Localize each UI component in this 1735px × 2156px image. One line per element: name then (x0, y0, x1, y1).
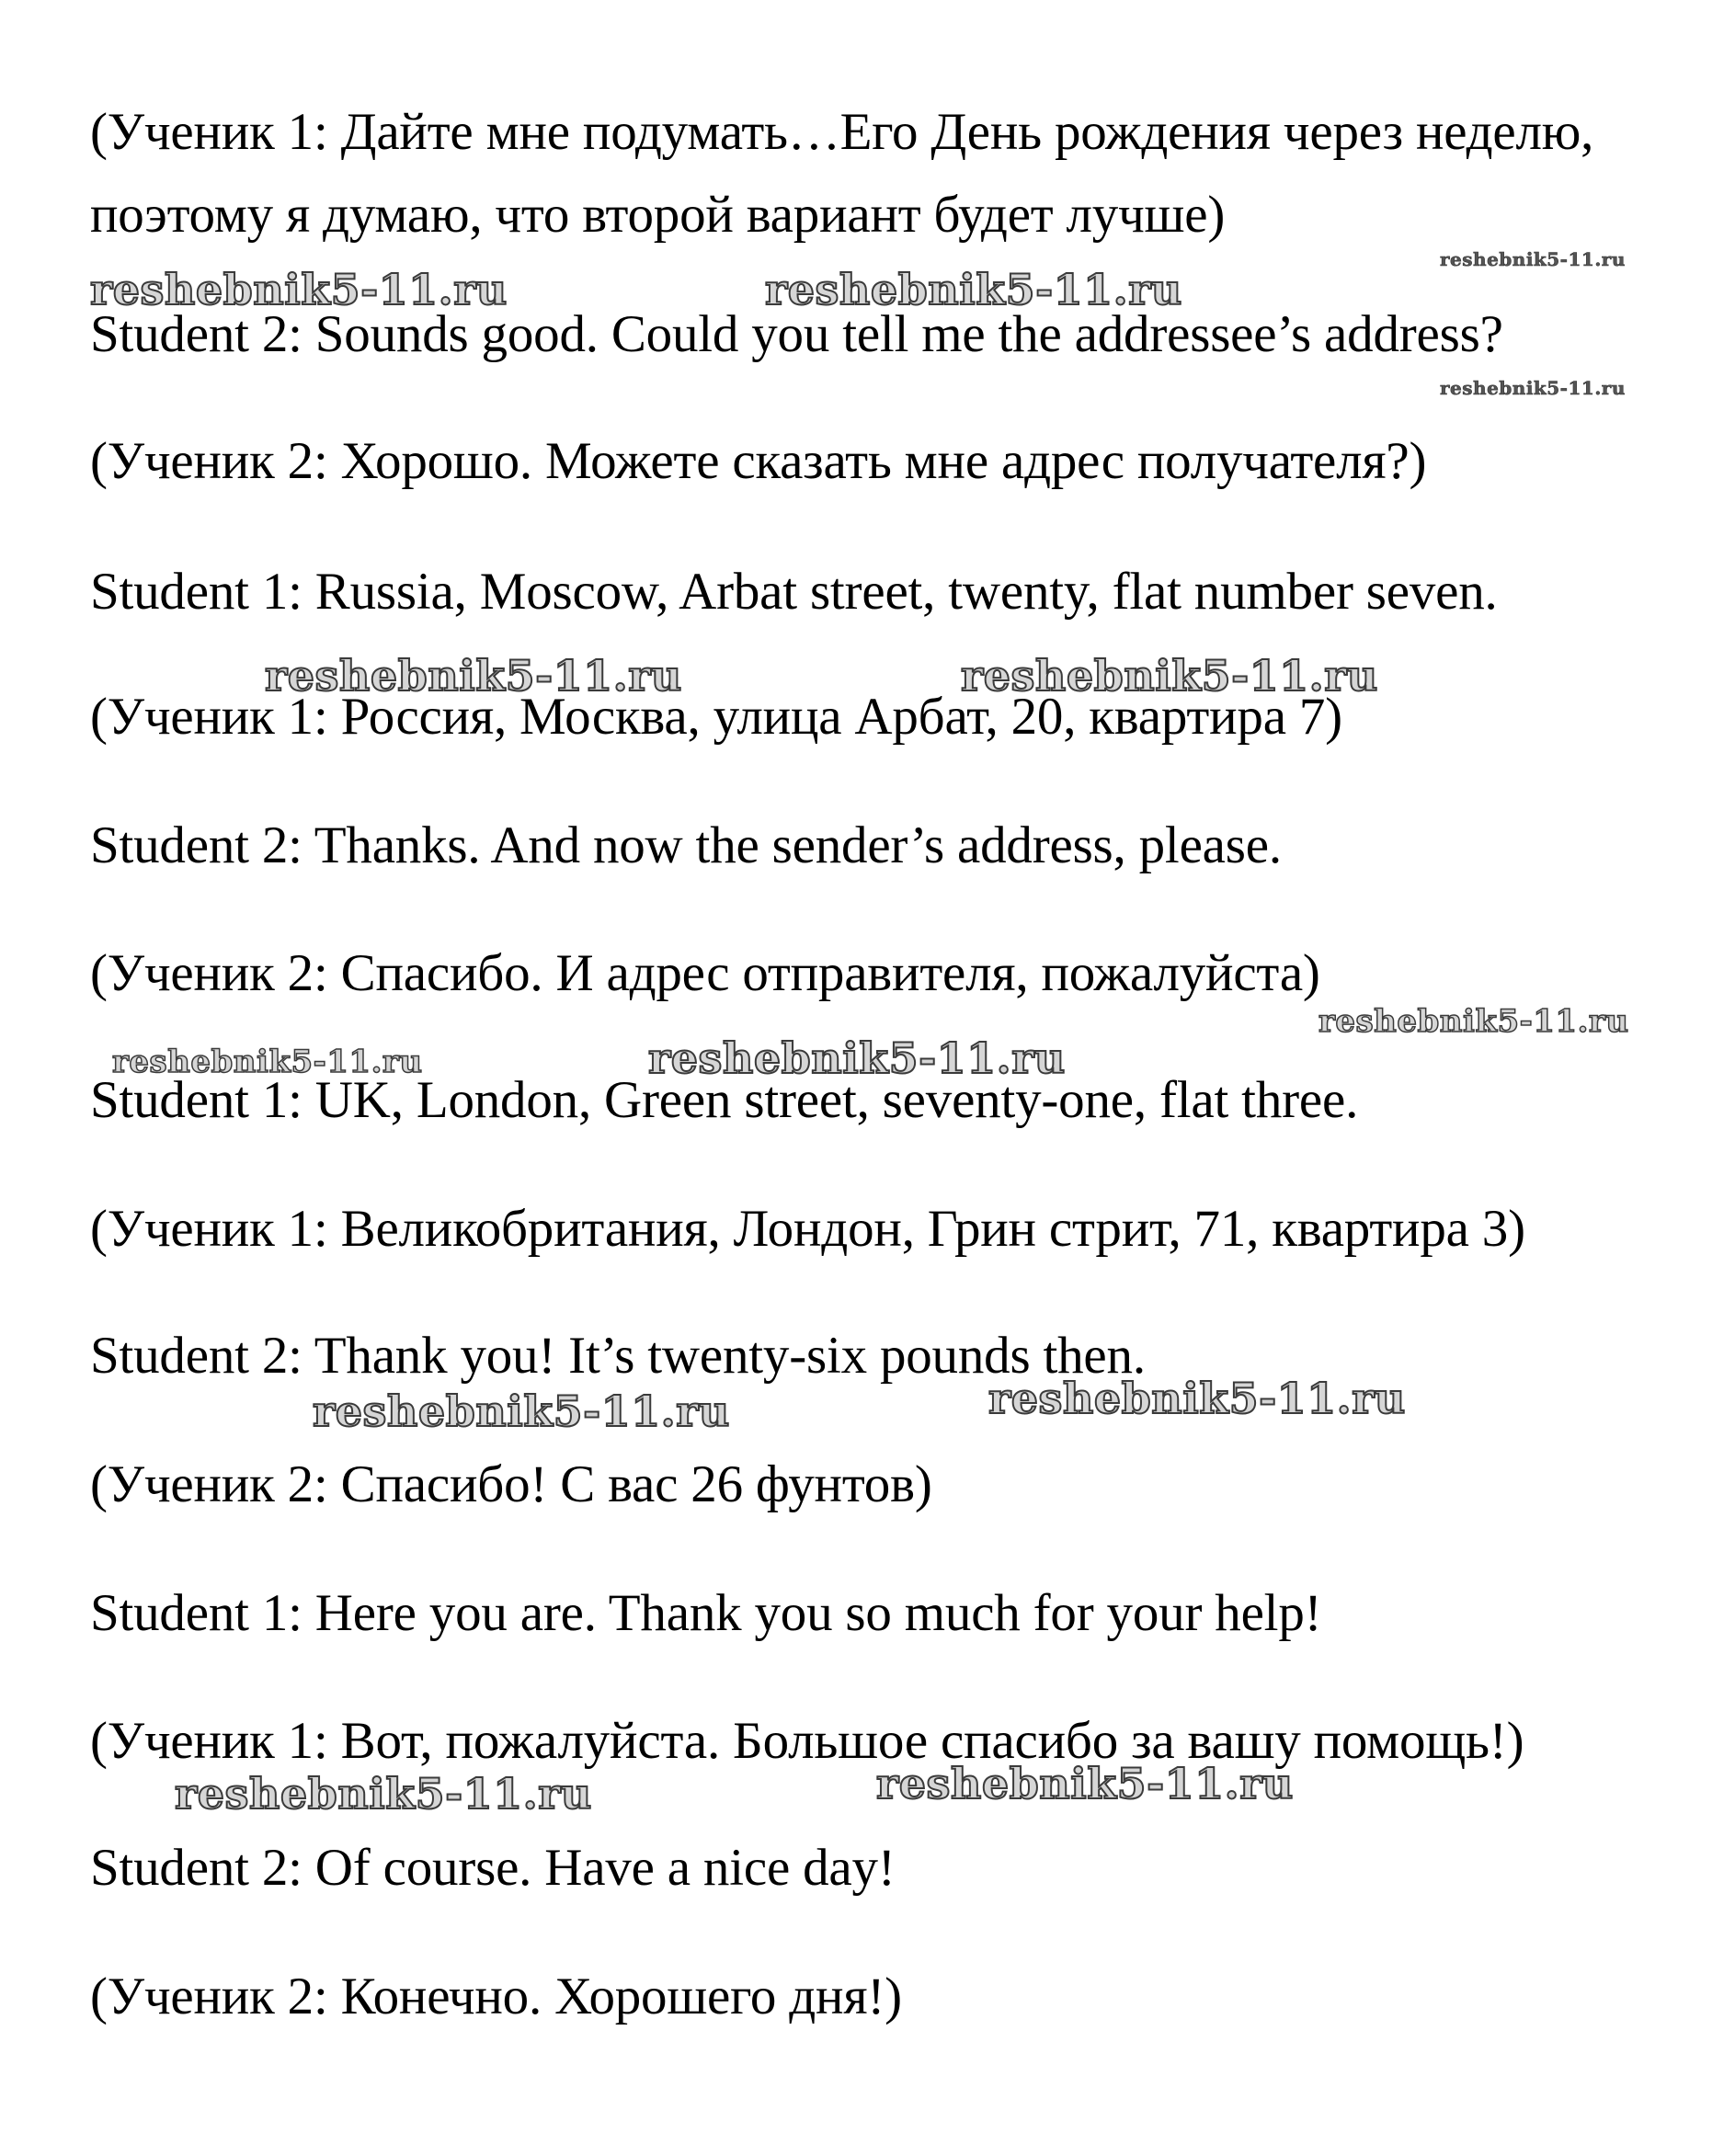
watermark-text: reshebnik5-11.ru (988, 1374, 1406, 1423)
dialogue-line: (Ученик 2: Конечно. Хорошего дня!) (90, 1968, 902, 2025)
dialogue-line: (Ученик 1: Вот, пожалуйста. Большое спасибо за вашу помощь!) (90, 1712, 1524, 1770)
dialogue-line: Student 2: Thank you! It’s twenty-six pounds then. (90, 1327, 1146, 1385)
watermark-text: reshebnik5-11.ru (265, 651, 682, 701)
watermark-text: reshebnik5-11.ru (175, 1769, 592, 1819)
watermark-text: reshebnik5-11.ru (961, 651, 1378, 701)
watermark-text: reshebnik5-11.ru (1440, 248, 1626, 270)
dialogue-line: Student 1: Here you are. Thank you so much for your help! (90, 1584, 1322, 1642)
watermark-text: reshebnik5-11.ru (313, 1386, 730, 1436)
watermark-text: reshebnik5-11.ru (90, 265, 508, 314)
watermark-text: reshebnik5-11.ru (765, 265, 1182, 314)
dialogue-line: (Ученик 2: Спасибо! С вас 26 фунтов) (90, 1455, 932, 1513)
watermark-text: reshebnik5-11.ru (648, 1033, 1066, 1083)
dialogue-line: Student 1: Russia, Moscow, Arbat street, twenty, flat number seven. (90, 563, 1498, 621)
dialogue-line: Student 2: Sounds good. Could you tell me the addressee’s address? (90, 305, 1503, 363)
watermark-text: reshebnik5-11.ru (112, 1044, 423, 1080)
dialogue-line: (Ученик 1: Дайте мне подумать…Его День рождения через неделю, (90, 103, 1594, 161)
dialogue-line: (Ученик 2: Спасибо. И адрес отправителя, пожалуйста) (90, 944, 1320, 1002)
watermark-text: reshebnik5-11.ru (1318, 1003, 1629, 1040)
dialogue-line: (Ученик 2: Хорошо. Можете сказать мне адрес получателя?) (90, 432, 1427, 490)
dialogue-line: (Ученик 1: Россия, Москва, улица Арбат, 20, квартира 7) (90, 688, 1342, 746)
dialogue-line: Student 2: Of course. Have a nice day! (90, 1839, 896, 1897)
dialogue-line: поэтому я думаю, что второй вариант будет лучше) (90, 186, 1226, 244)
dialogue-line: (Ученик 1: Великобритания, Лондон, Грин стрит, 71, квартира 3) (90, 1200, 1525, 1258)
watermark-text: reshebnik5-11.ru (876, 1759, 1294, 1808)
dialogue-line: Student 2: Thanks. And now the sender’s address, please. (90, 816, 1282, 874)
watermark-text: reshebnik5-11.ru (1440, 377, 1626, 399)
dialogue-line: Student 1: UK, London, Green street, seventy-one, flat three. (90, 1071, 1359, 1129)
